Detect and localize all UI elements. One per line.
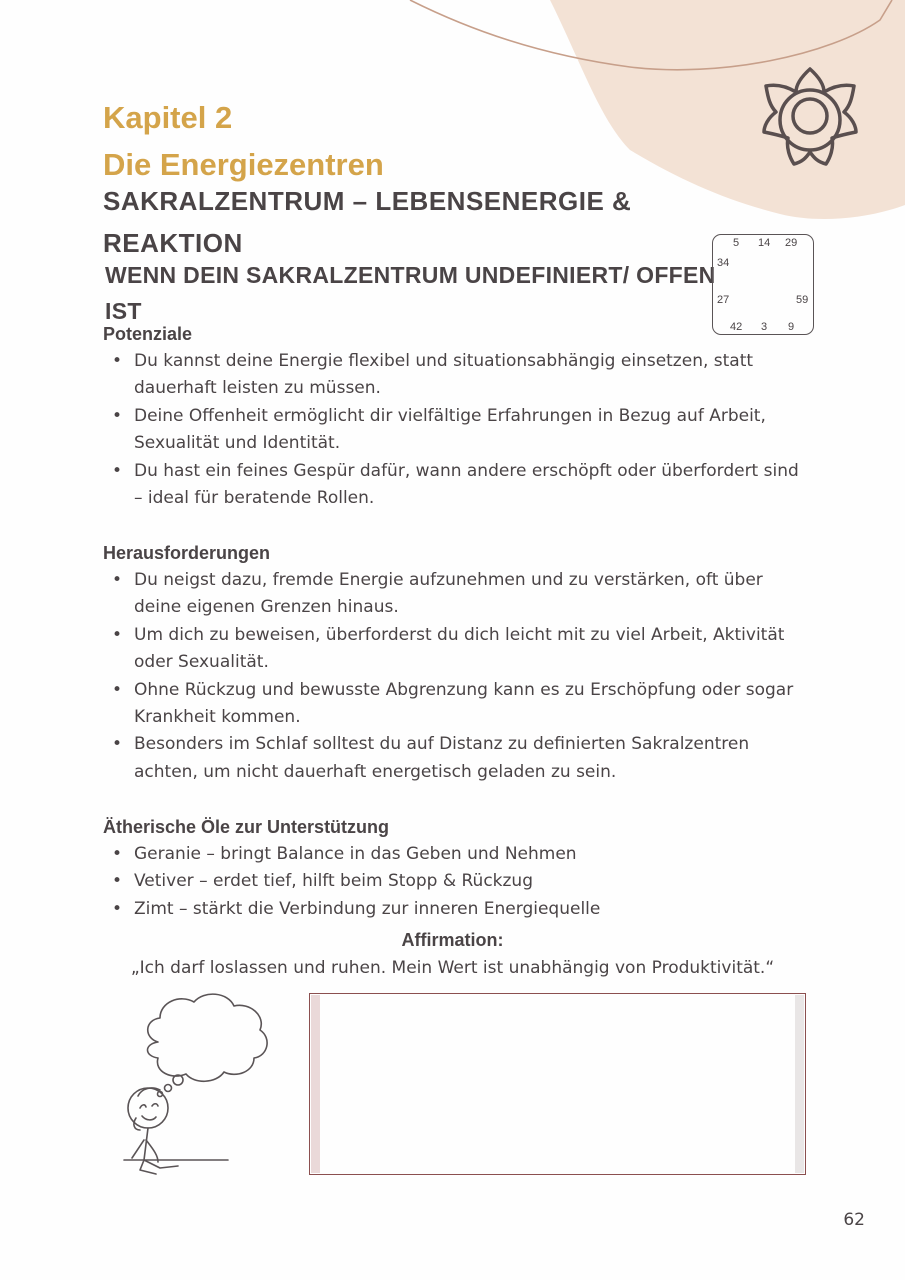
list-item: • Geranie – bringt Balance in das Geben und Nehmen	[110, 841, 810, 868]
gate-number-grid	[712, 234, 814, 335]
gate-number: 9	[788, 321, 795, 333]
list-item: • Ohne Rückzug und bewusste Abgrenzung kann es zu Erschöpfung oder sogar Krankheit kommen.	[110, 677, 810, 732]
list-item: • Zimt – stärkt die Verbindung zur inneren Energiequelle	[110, 896, 810, 923]
center-heading: SAKRALZENTRUM – LEBENSENERGIE & REAKTION	[103, 186, 632, 258]
gate-number: 59	[796, 294, 809, 306]
list-item: • Um dich zu beweisen, überforderst du dich leicht mit zu viel Arbeit, Aktivität oder Sexualität.	[110, 622, 810, 677]
list-item: • Du kannst deine Energie flexibel und situationsabhängig einsetzen, statt dauerhaft leisten zu müssen.	[110, 348, 810, 403]
section-title: Die Energiezentren	[103, 147, 384, 182]
list-item: • Du hast ein feines Gespür dafür, wann andere erschöpft oder überfordert sind – ideal für beratende Rollen.	[110, 458, 810, 513]
gate-number: 27	[717, 294, 730, 306]
gate-number: 34	[717, 257, 730, 269]
notes-box[interactable]	[309, 993, 806, 1175]
list-item: • Deine Offenheit ermöglicht dir vielfältige Erfahrungen in Bezug auf Arbeit, Sexualität und Identität.	[110, 403, 810, 458]
notes-box-left-edge	[311, 995, 320, 1173]
potentials-title: Potenziale	[103, 324, 193, 344]
challenges-list	[110, 567, 810, 786]
affirmation-text: „Ich darf loslassen und ruhen. Mein Wert ist unabhängig von Produktivität.“	[130, 958, 775, 978]
sacral-chakra-lotus-icon	[760, 66, 860, 174]
list-item: • Besonders im Schlaf solltest du auf Distanz zu definierten Sakralzentren achten, um nicht dauerhaft energetisch geladen zu sein.	[110, 731, 810, 786]
potentials-list	[110, 348, 810, 512]
state-heading: WENN DEIN SAKRALZENTRUM UNDEFINIERT/ OFFEN IST	[105, 262, 716, 324]
affirmation-label: Affirmation:	[401, 930, 504, 950]
challenges-title: Herausforderungen	[103, 543, 271, 563]
gate-number: 5	[733, 237, 740, 249]
oils-list	[110, 841, 810, 923]
page-number: 62	[843, 1210, 865, 1230]
gate-number: 42	[730, 321, 743, 333]
gate-number: 3	[761, 321, 768, 333]
list-item: • Vetiver – erdet tief, hilft beim Stopp & Rückzug	[110, 868, 810, 895]
gate-number: 29	[785, 237, 798, 249]
thinking-stick-figure-illustration	[118, 990, 278, 1185]
chapter-label: Kapitel 2	[103, 100, 233, 135]
oils-title: Ätherische Öle zur Unterstützung	[103, 817, 390, 837]
notes-box-right-edge	[795, 995, 804, 1173]
list-item: • Du neigst dazu, fremde Energie aufzunehmen und zu verstärken, oft über deine eigenen Grenzen hinaus.	[110, 567, 810, 622]
gate-number: 14	[758, 237, 771, 249]
